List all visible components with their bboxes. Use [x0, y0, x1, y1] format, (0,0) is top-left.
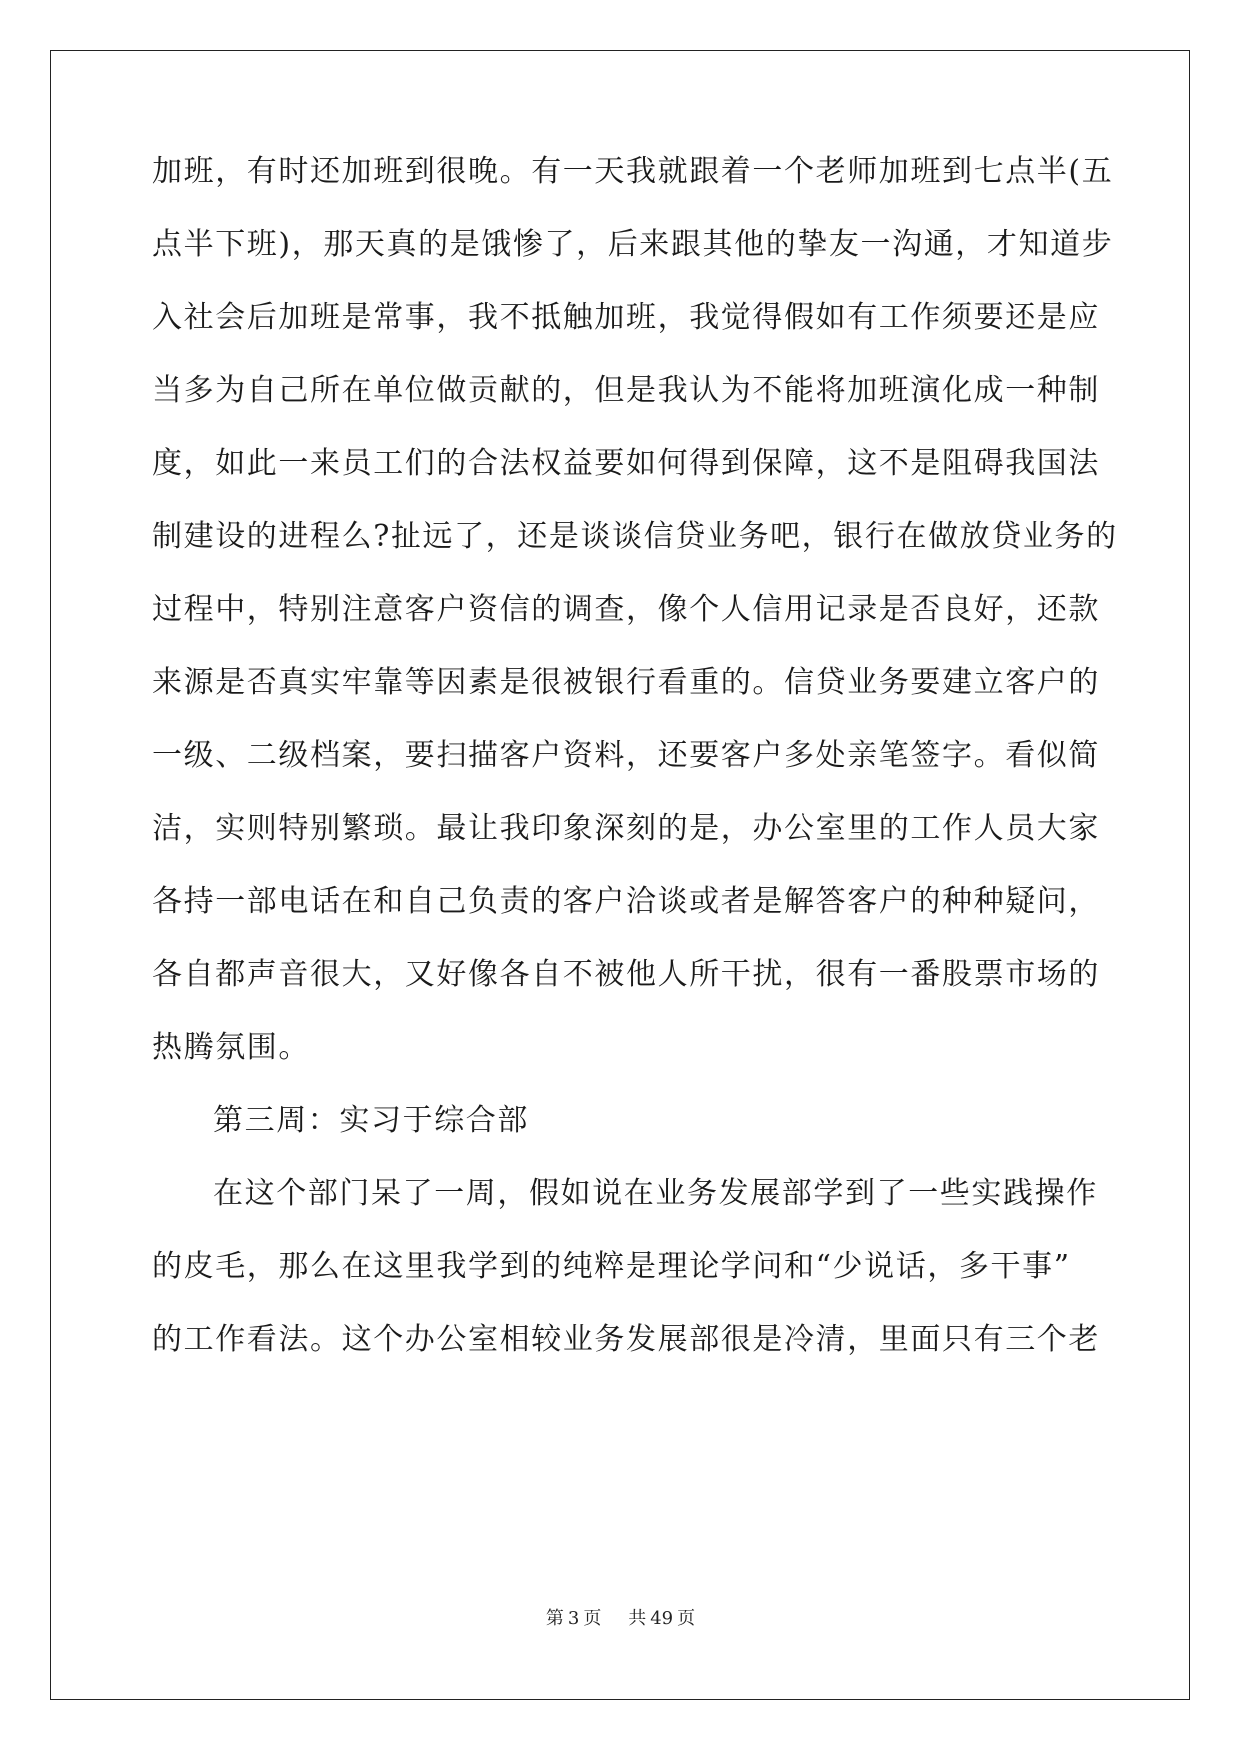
text-line-1: 加班，有时还加班到很晚。有一天我就跟着一个老师加班到七点半(五 — [152, 154, 1114, 189]
page-suffix: 页 — [583, 1608, 602, 1629]
text-line-4: 当多为自己所在单位做贡献的，但是我认为不能将加班演化成一种制 — [152, 373, 1100, 408]
total-suffix: 页 — [677, 1608, 696, 1629]
text-line-11: 各持一部电话在和自己负责的客户洽谈或者是解答客户的种种疑问， — [152, 884, 1100, 919]
text-line-17: 的工作看法。这个办公室相较业务发展部很是冷清，里面只有三个老 — [152, 1322, 1100, 1357]
text-line-5: 度，如此一来员工们的合法权益要如何得到保障，这不是阻碍我国法 — [152, 446, 1100, 481]
text-line-6: 制建设的进程么?扯远了，还是谈谈信贷业务吧，银行在做放贷业务的 — [152, 519, 1118, 554]
text-line-15: 在这个部门呆了一周，假如说在业务发展部学到了一些实践操作 — [213, 1176, 1098, 1211]
page-prefix: 第 — [545, 1608, 564, 1629]
text-line-9: 一级、二级档案，要扫描客户资料，还要客户多处亲笔签字。看似简 — [152, 738, 1100, 773]
text-line-12: 各自都声音很大，又好像各自不被他人所干扰，很有一番股票市场的 — [152, 957, 1100, 992]
section-heading: 第三周：实习于综合部 — [213, 1103, 529, 1138]
page-footer — [0, 1607, 1241, 1631]
text-line-7: 过程中，特别注意客户资信的调查，像个人信用记录是否良好，还款 — [152, 592, 1100, 627]
text-line-13: 热腾氛围。 — [152, 1030, 310, 1065]
text-line-16: 的皮毛，那么在这里我学到的纯粹是理论学问和“少说话，多干事” — [152, 1249, 1071, 1284]
text-line-8: 来源是否真实牢靠等因素是很被银行看重的。信贷业务要建立客户的 — [152, 665, 1100, 700]
text-line-3: 入社会后加班是常事，我不抵触加班，我觉得假如有工作须要还是应 — [152, 300, 1100, 335]
page-number: 3 — [567, 1608, 580, 1629]
text-line-2: 点半下班)，那天真的是饿惨了，后来跟其他的挚友一沟通，才知道步 — [152, 227, 1114, 262]
total-pages: 49 — [650, 1608, 674, 1629]
total-prefix: 共 — [628, 1608, 647, 1629]
text-line-10: 洁，实则特别繁琐。最让我印象深刻的是，办公室里的工作人员大家 — [152, 811, 1100, 846]
